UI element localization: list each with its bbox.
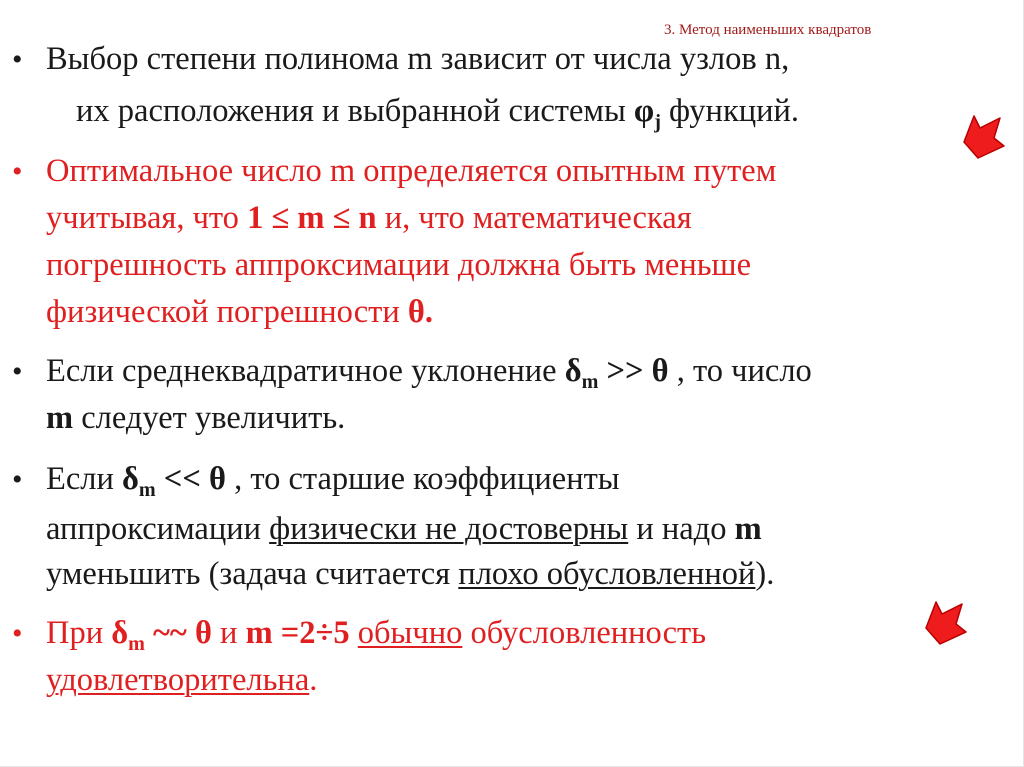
red-arrow-icon[interactable] (922, 598, 968, 648)
bullet-2-line-3: погрешность аппроксимации должна быть меньше (46, 247, 752, 283)
bullet-1-line-2: их расположения и выбранной системы $\varphi_j$ функций. (76, 93, 800, 134)
bullet-5-line-2: удовлетворительна. (46, 662, 318, 698)
bullet-marker: • (12, 617, 23, 650)
bullet-2-line-1: Оптимальное число m определяется опытным путем (46, 153, 777, 189)
bullet-5-line-1: При $\delta_m$ ~~ θ и m =2÷5 обычно обусловленность (46, 615, 707, 656)
bullet-marker: • (12, 355, 23, 388)
slide-header: 3. Метод наименьших квадратов (664, 22, 872, 38)
bullet-4-line-2: аппроксимации физически не достоверны и надо m (46, 511, 762, 547)
bullet-4-line-3: уменьшить (задача считается плохо обусловленной). (46, 556, 775, 592)
bullet-1-line-1: Выбор степени полинома m зависит от числа узлов n, (46, 41, 790, 77)
bullet-marker: • (12, 463, 23, 496)
red-arrow-icon[interactable] (960, 112, 1006, 162)
bullet-4-line-1: Если $\delta_m << \theta$ , то старшие коэффициенты (46, 461, 620, 502)
bullet-3-line-1: Если среднеквадратичное уклонение $\delta_m >> \theta$ , то число (46, 353, 812, 394)
bullet-3-line-2: m следует увеличить. (46, 400, 346, 436)
bullet-2-line-4: физической погрешности θ. (46, 294, 433, 330)
bullet-marker: • (12, 43, 23, 76)
bullet-marker: • (12, 155, 23, 188)
bullet-2-line-2: учитывая, что 1 ≤ m ≤ n и, что математическая (46, 200, 692, 236)
